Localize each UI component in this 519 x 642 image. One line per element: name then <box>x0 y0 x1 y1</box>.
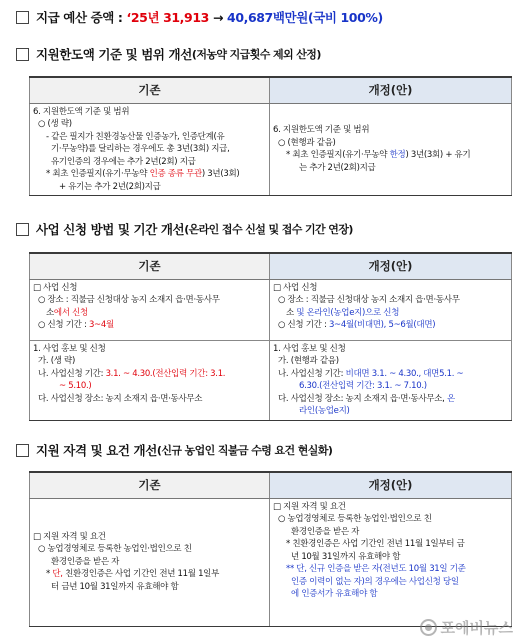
budget-from: ‘25년 31,913 <box>126 10 209 25</box>
section-heading-3 <box>16 441 332 459</box>
text-line <box>33 307 266 320</box>
header-revised: 개정(안) <box>270 472 512 498</box>
highlight-text: 및 온라인(농업e지)으로 신청 <box>296 307 400 318</box>
text-line: □ 지원 자격 및 요건 <box>33 531 106 542</box>
arrow-icon: → <box>212 9 224 25</box>
text-line: ○ (생 략) <box>38 119 72 129</box>
cell-revised-eligibility <box>270 498 512 626</box>
text-line <box>273 368 508 381</box>
cell-revised-promotion <box>270 340 512 420</box>
cell-existing-application <box>30 279 270 340</box>
text-line: 기·무농약)를 달리하는 경우에도 총 3년(3회) 지급, <box>51 144 230 154</box>
text-line: ○ 농업경영체로 등록한 농업인·법인으로 친 <box>278 514 432 524</box>
budget-label: 지급 예산 증액 : <box>36 10 123 25</box>
text-span: ○ 신청 기간 : <box>38 320 89 330</box>
text-line: 에 인증서가 유효해야 함 <box>291 589 378 599</box>
highlight-text: 온 <box>446 393 455 404</box>
text-line <box>273 393 508 406</box>
budget-heading <box>16 8 383 26</box>
text-line: 유기인증의 경우에는 추가 2년(2회) 지급 <box>51 156 196 167</box>
text-span: 다. 사업신청 장소: 농지 소재지 읍·면·동사무소, <box>278 393 447 404</box>
section-title: 지원 자격 및 요건 개선 <box>36 443 157 458</box>
text-line: 환경인증을 받은 자 <box>291 526 360 537</box>
text-line: ** 단, 신규 인증을 받은 자(전년도 10월 31일 기준 <box>286 564 466 574</box>
cell-existing <box>30 103 270 196</box>
highlight-text: 에서 신청 <box>53 307 88 318</box>
text-line: 인증 이력이 없는 자)의 경우에는 사업신청 당일 <box>291 576 459 587</box>
comparison-table-2 <box>29 252 512 421</box>
section-subtitle: (온라인 접수 신설 및 접수 기간 연장) <box>184 223 353 236</box>
text-line <box>33 568 266 581</box>
header-existing: 기존 <box>30 253 270 279</box>
section-heading-1 <box>16 45 321 63</box>
text-line <box>33 319 266 332</box>
text-line: ○ (현행과 같음) <box>278 137 336 148</box>
header-existing: 기존 <box>30 472 270 498</box>
section-title: 지원한도액 기준 및 범위 개선 <box>36 47 192 62</box>
section-heading-2 <box>16 220 353 238</box>
highlight-text: 한정 <box>389 150 406 161</box>
cell-existing-eligibility <box>30 498 270 626</box>
text-line: - 같은 필지가 친환경농산물 인증농가, 인증단계(유 <box>46 131 225 142</box>
text-line: * 친환경인증은 사업 기간인 전년 11월 1일부터 금 <box>286 539 465 549</box>
text-span: ○ 신청 기간 : <box>278 320 329 330</box>
text-line: 1. 사업 홍보 및 신청 <box>273 343 346 354</box>
highlight-text: 3~4월(비대면), 5~6월(대면) <box>328 320 436 330</box>
text-line: ~ 5.10.) <box>59 381 92 391</box>
section-subtitle: (저농약 지급횟수 제외 산정) <box>191 48 321 61</box>
text-line <box>273 319 508 332</box>
text-line: 가. (생 략) <box>38 356 75 366</box>
watermark <box>420 617 513 638</box>
comparison-table-1 <box>29 76 512 196</box>
text-line: 다. 사업신청 장소: 농지 소재지 읍·면·동사무소 <box>38 393 203 404</box>
text-span: ) 3년(3회) <box>201 169 240 179</box>
text-line: 6. 지원한도액 기준 및 범위 <box>33 106 130 117</box>
text-line: 는 추가 2년(2회)지급 <box>299 162 376 173</box>
comparison-table-3 <box>29 471 512 627</box>
text-span: * <box>46 569 53 580</box>
cell-existing-promotion <box>30 340 270 420</box>
text-span: * 최초 인증필지(유기·무농약 <box>46 169 150 179</box>
text-line: 6. 지원한도액 기준 및 범위 <box>273 125 370 136</box>
highlight-text: 비대면 3.1. ~ 4.30., 대면5.1. ~ <box>345 368 464 379</box>
checkbox-square-icon <box>16 223 29 236</box>
watermark-logo-icon <box>420 619 437 636</box>
budget-to: 40,687백만원(국비 100%) <box>227 10 383 25</box>
text-span: 친환경인증은 사업 기간인 전년 11월 1일부 <box>62 569 220 580</box>
text-span: 나. 사업신청 기간: <box>278 368 346 379</box>
text-line: □ 지원 자격 및 요건 <box>273 501 346 512</box>
header-existing: 기존 <box>30 77 270 103</box>
text-line: + 유기는 추가 2년(2회)지급 <box>59 181 161 192</box>
text-line: 터 금년 10월 31일까지 유효해야 함 <box>51 581 179 592</box>
highlight-text: 인증 종류 무관 <box>149 169 202 179</box>
highlight-text: 단, <box>52 569 63 580</box>
text-span: 소 <box>46 307 54 318</box>
section-title: 사업 신청 방법 및 기간 개선 <box>36 222 185 237</box>
text-line <box>33 368 266 381</box>
text-line <box>33 168 266 181</box>
checkbox-square-icon <box>16 11 29 24</box>
text-line: 라인(농업e지) <box>299 406 350 416</box>
text-line: 가. (현행과 같음) <box>278 356 339 366</box>
checkbox-square-icon <box>16 444 29 457</box>
watermark-text: 포에버뉴스 <box>440 619 513 637</box>
text-span: 소 <box>286 307 297 318</box>
highlight-text: 3~4월 <box>88 320 114 330</box>
text-line <box>273 149 508 162</box>
text-line: ○ 농업경영체로 등록한 농업인·법인으로 친 <box>38 544 192 555</box>
highlight-text: 3.1. ~ 4.30.(전산입력 기간: 3.1. <box>105 368 226 379</box>
text-line: 환경인증을 받은 자 <box>51 556 120 567</box>
cell-revised <box>270 103 512 196</box>
text-span: * 최초 인증필지(유기·무농약 <box>286 150 390 161</box>
text-line: 년 10월 31일까지 유효해야 함 <box>291 551 401 562</box>
text-line: 6.30.(전산입력 기간: 3.1. ~ 7.10.) <box>299 381 427 391</box>
cell-revised-application <box>270 279 512 340</box>
text-line: ○ 장소 : 직불금 신청대상 농지 소재지 읍·면·동사무 <box>278 295 460 305</box>
text-line: ○ 장소 : 직불금 신청대상 농지 소재지 읍·면·동사무 <box>38 295 220 305</box>
text-line: □ 사업 신청 <box>33 282 78 293</box>
header-revised: 개정(안) <box>270 253 512 279</box>
checkbox-square-icon <box>16 48 29 61</box>
text-line: 1. 사업 홍보 및 신청 <box>33 343 106 354</box>
text-line <box>273 307 508 320</box>
text-span: ) 3년(3회) + 유기 <box>405 150 471 161</box>
section-subtitle: (신규 농업인 직불금 수령 요건 현실화) <box>156 444 333 457</box>
header-revised: 개정(안) <box>270 77 512 103</box>
text-span: 나. 사업신청 기간: <box>38 368 106 379</box>
text-line: □ 사업 신청 <box>273 282 318 293</box>
